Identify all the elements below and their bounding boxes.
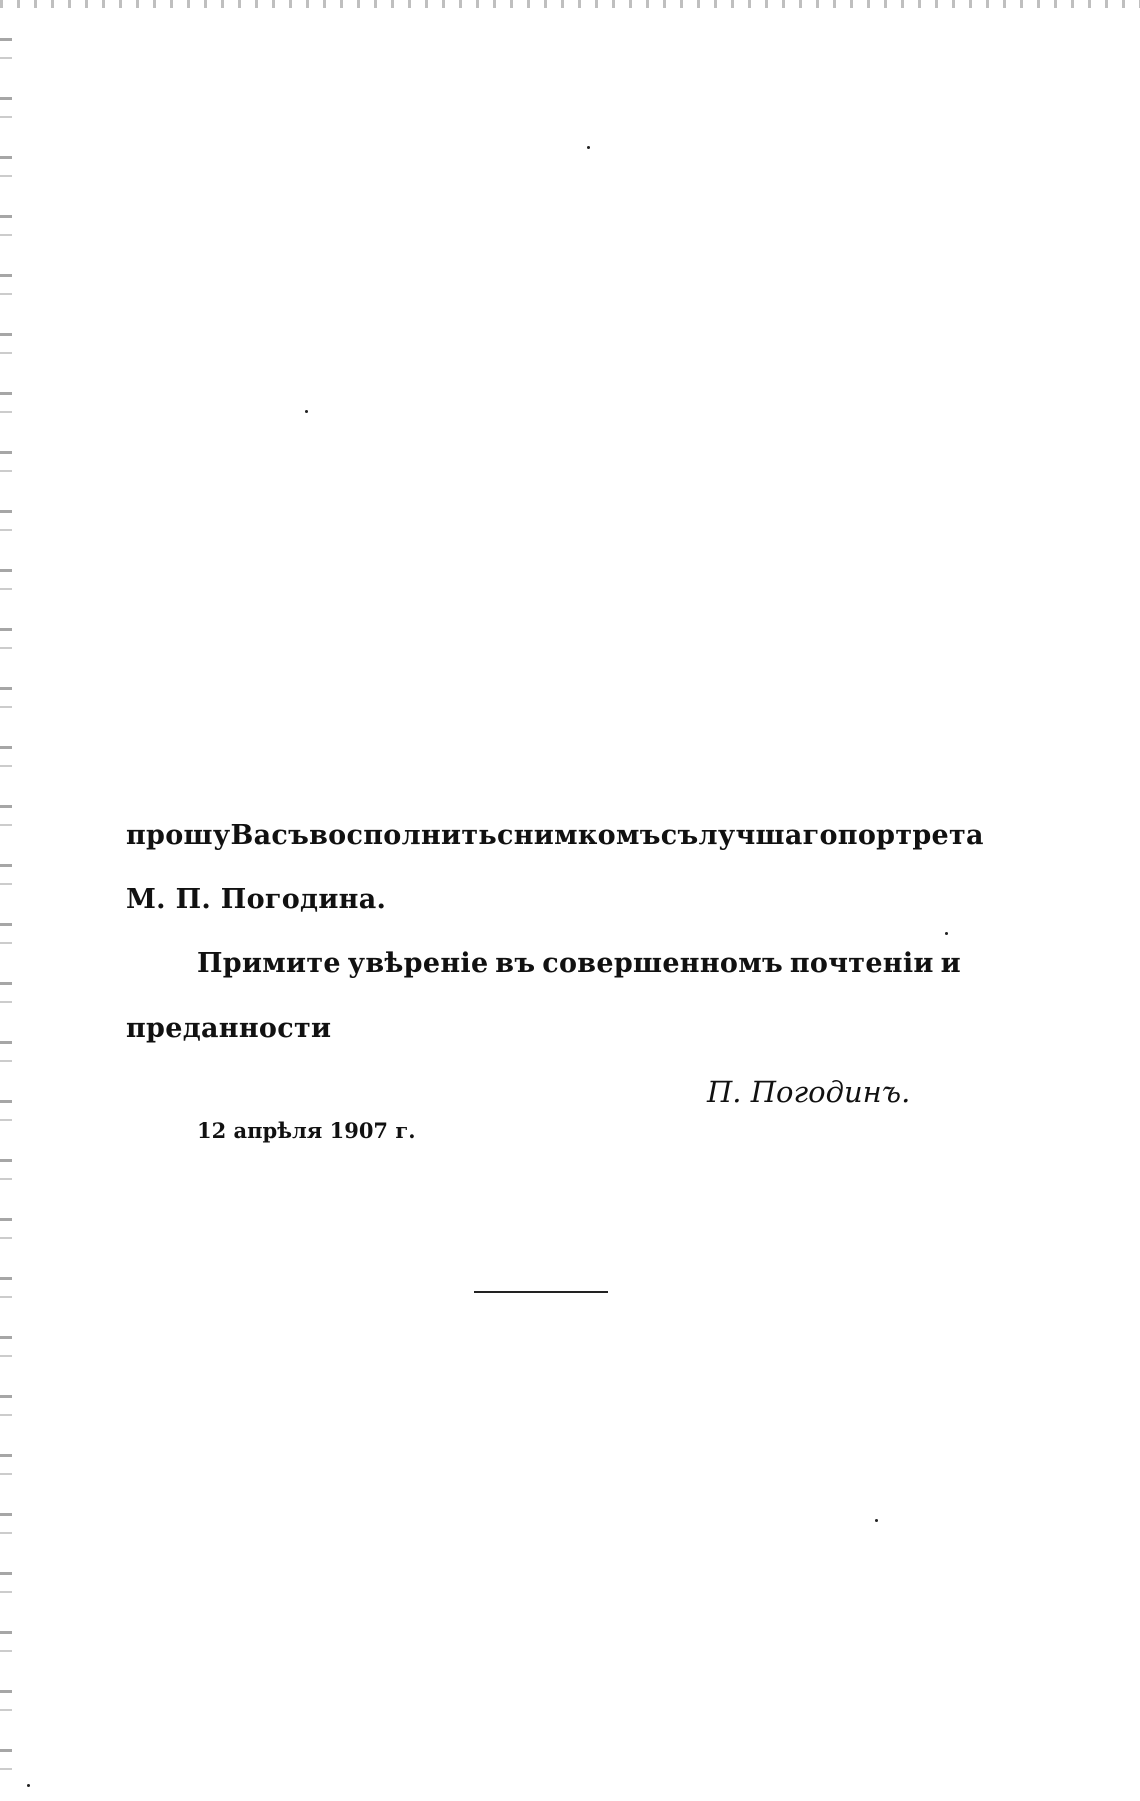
word: снимкомъ bbox=[497, 820, 661, 851]
scan-speck bbox=[27, 1784, 30, 1787]
word: лучшаго bbox=[698, 820, 838, 851]
word: совершенномъ bbox=[542, 948, 783, 979]
word: увѣреніе bbox=[347, 948, 489, 979]
scan-speck bbox=[875, 1519, 878, 1522]
word: прошу bbox=[126, 820, 231, 851]
word: портрета bbox=[837, 820, 984, 851]
letter-line-1 bbox=[126, 820, 984, 851]
word: съ bbox=[660, 820, 699, 851]
letter-line-4: преданности bbox=[126, 1013, 332, 1044]
scan-speck bbox=[305, 410, 308, 413]
word: въ bbox=[495, 948, 536, 979]
word: и bbox=[940, 948, 961, 979]
scan-speck bbox=[587, 146, 590, 149]
scan-edge-left bbox=[0, 0, 12, 1801]
letter-line-3 bbox=[197, 948, 961, 979]
word: Васъ bbox=[230, 820, 310, 851]
word: Примите bbox=[197, 948, 341, 979]
signature: П. Погодинъ. bbox=[707, 1075, 911, 1109]
scan-speck bbox=[945, 932, 948, 935]
scan-edge-top bbox=[0, 0, 1140, 8]
letter-line-2: М. П. Погодина. bbox=[126, 884, 387, 915]
word: почтеніи bbox=[789, 948, 934, 979]
letter-date: 12 апрѣля 1907 г. bbox=[197, 1118, 416, 1143]
word: восполнить bbox=[309, 820, 497, 851]
closing-rule bbox=[474, 1291, 608, 1293]
